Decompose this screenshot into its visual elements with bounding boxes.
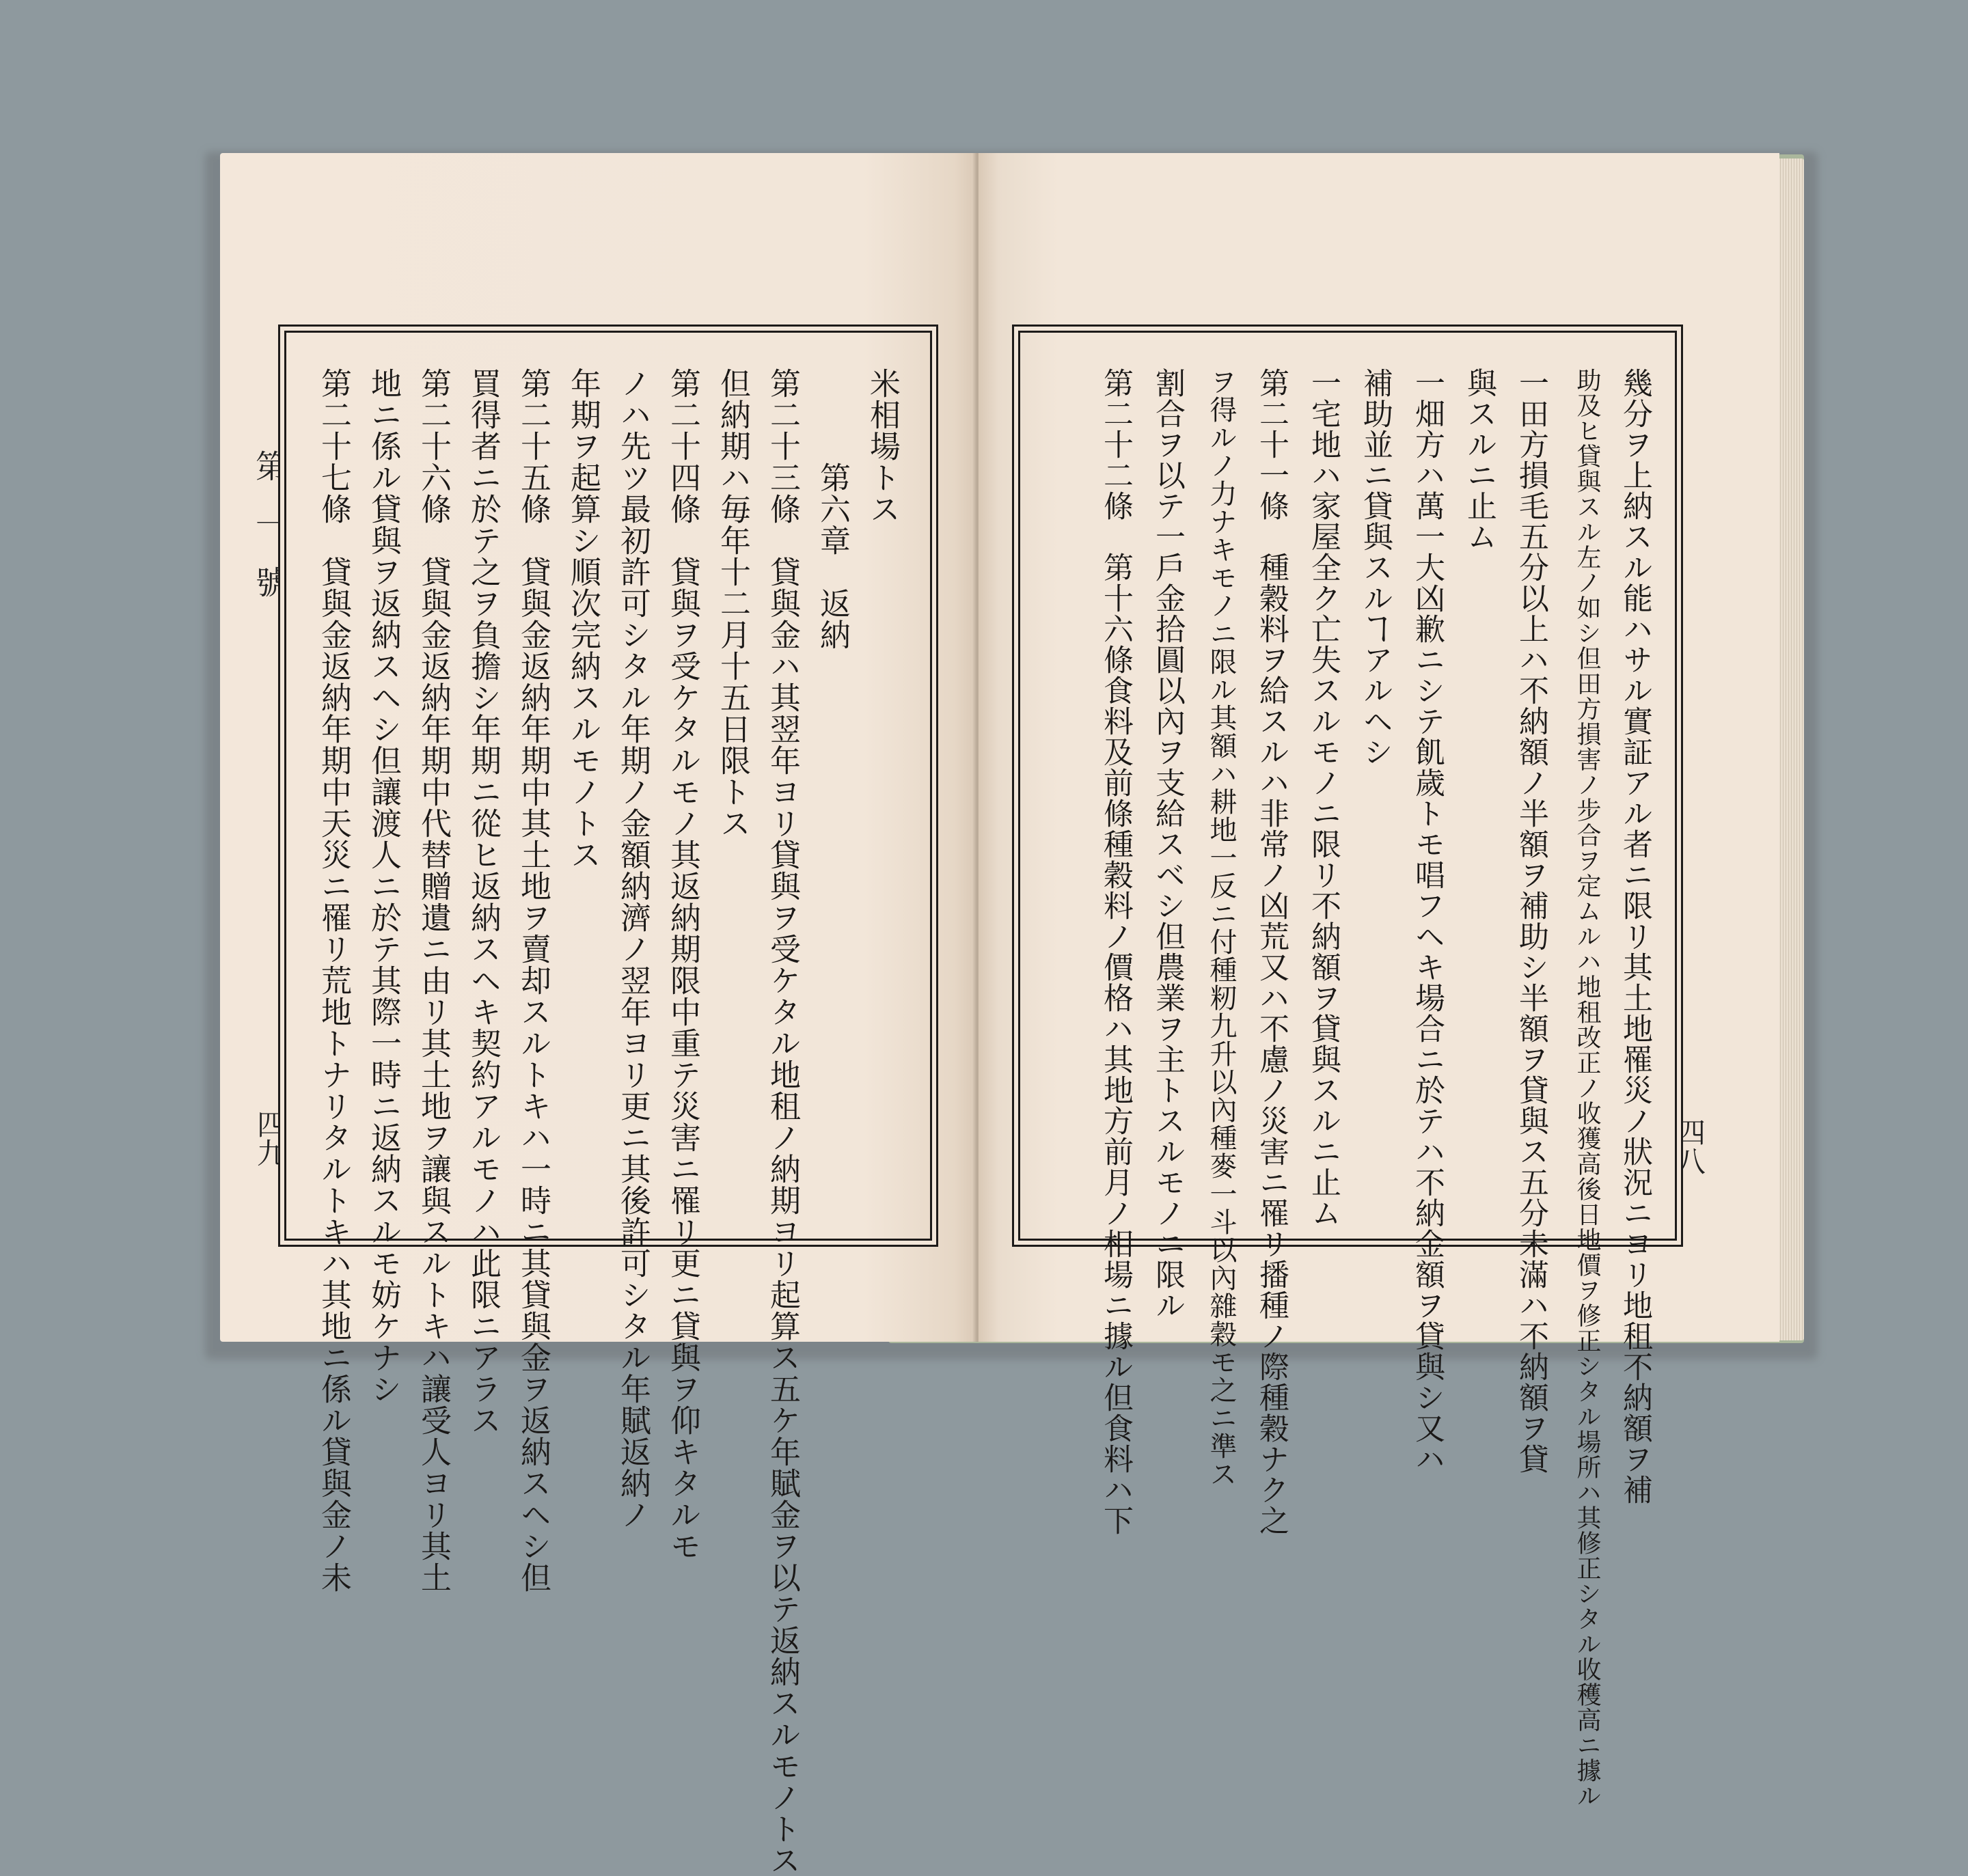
text-column: 割合ヲ以テ一戶金拾圓以內ヲ支給スベシ但農業ヲ主トスルモノニ限ル (1150, 368, 1185, 1321)
text-column: 與スルニ止ム (1462, 368, 1496, 552)
text-column: 一宅地ハ家屋全ク亡失スルモノニ限リ不納額ヲ貸與スルニ止ム (1306, 368, 1341, 1228)
page-number-left: 四九 (253, 1109, 286, 1167)
text-column: 第二十一條 種穀料ヲ給スルハ非常ノ凶荒又ハ不慮ノ災害ニ罹リ播種ノ際種穀ナク之 (1254, 368, 1289, 1536)
text-column: 地ニ係ル貸與ヲ返納スヘシ但讓渡人ニ於テ其際一時ニ返納スルモ妨ケナシ (366, 368, 402, 1405)
text-column: 助及ヒ貸與スル左ノ如シ但田方損害ノ步合ヲ定ムルハ地租改正ノ收獲高後日地價ヲ修正シタル場所ハ其修正シタル收穫高ニ據ル (1573, 368, 1601, 1808)
text-column: 年期ヲ起算シ順次完納スルモノトス (565, 368, 601, 870)
text-column: 幾分ヲ上納スル能ハサル實証アル者ニ限リ其土地罹災ノ狀況ニヨリ地租不納額ヲ補 (1617, 368, 1652, 1505)
chapter-heading: 第六章 返納 (815, 368, 851, 650)
text-column: 米相場トス (864, 368, 901, 525)
text-column: 第二十三條 貸與金ハ其翌年ヨリ貸與ヲ受ケタル地租ノ納期ヨリ起算ス五ケ年賦金ヲ以テ返納スルモノトス (765, 368, 801, 1876)
text-column: 買得者ニ於テ之ヲ負擔シ年期ニ從ヒ返納スヘキ契約アルモノハ此限ニアラス (465, 368, 502, 1436)
text-column: 但納期ハ毎年十二月十五日限トス (715, 368, 751, 839)
text-column: 第二十五條 貸與金返納年期中其土地ヲ賣却スルトキハ一時ニ其貸與金ヲ返納スヘシ但 (515, 368, 551, 1593)
text-column: ノハ先ツ最初許可シタル年期ノ金額納濟ノ翌年ヨリ更ニ其後許可シタル年賦返納ノ (615, 368, 651, 1530)
text-column: 一畑方ハ萬一大凶歉ニシテ飢歲トモ唱フヘキ場合ニ於テハ不納金額ヲ貸與シ又ハ (1410, 368, 1445, 1474)
page-number-right: 四八 (1673, 1118, 1706, 1175)
running-head: 第一號 (250, 450, 288, 624)
text-column: ヲ得ルノ力ナキモノニ限ル其額ハ耕地一反ニ付種籾九升以內種麥一斗以內雜穀モ之ニ準ス (1205, 368, 1237, 1488)
text-column: 第二十六條 貸與金返納年期中代替贈遺ニ由リ其土地ヲ讓與スルトキハ讓受人ヨリ其土 (415, 368, 452, 1593)
text-column: 補助並ニ貸與スルヿアルヘシ (1358, 368, 1393, 767)
text-column: 第二十二條 第十六條食料及前條種穀料ノ價格ハ其地方前月ノ相場ニ據ル但食料ハ下 (1098, 368, 1133, 1536)
text-column: 第二十七條 貸與金返納年期中天災ニ罹リ荒地トナリタルトキハ其地ニ係ル貸與金ノ未 (316, 368, 352, 1593)
text-column: 一田方損毛五分以上ハ不納額ノ半額ヲ補助シ半額ヲ貸與ス五分未滿ハ不納額ヲ貸 (1514, 368, 1548, 1474)
text-column: 第二十四條 貸與ヲ受ケタルモノ其返納期限中重テ災害ニ罹リ更ニ貸與ヲ仰キタルモ (665, 368, 701, 1562)
